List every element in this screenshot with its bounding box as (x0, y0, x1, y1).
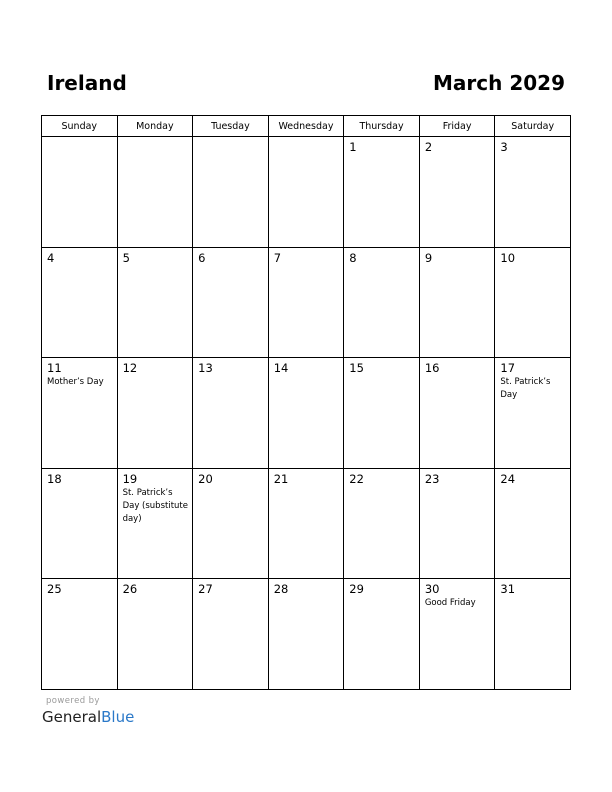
day-number: 1 (349, 140, 357, 154)
week-row (42, 137, 571, 248)
day-cell[interactable] (495, 358, 571, 469)
day-cell[interactable] (117, 358, 193, 469)
day-cell[interactable] (419, 579, 495, 690)
day-cell[interactable] (42, 358, 118, 469)
country-title: Ireland (47, 71, 127, 95)
day-cell[interactable] (42, 468, 118, 579)
weekday-header: Sunday (42, 116, 118, 137)
day-number: 9 (424, 250, 433, 265)
day-number: 12 (122, 361, 138, 376)
day-number: 29 (349, 582, 364, 597)
footer-branding (42, 696, 134, 727)
day-number: 19 (122, 471, 138, 486)
day-cell[interactable] (344, 358, 420, 469)
day-number: 5 (122, 250, 130, 265)
day-number: 24 (500, 471, 516, 486)
day-number: 20 (198, 471, 213, 486)
holiday-label: St. Patrick’s Day (substitute day) (122, 487, 188, 524)
day-number: 21 (273, 471, 289, 486)
weekday-header: Thursday (344, 116, 420, 137)
day-cell[interactable] (117, 247, 193, 358)
day-cell[interactable] (42, 247, 118, 358)
day-cell[interactable] (344, 137, 420, 248)
day-number: 30 (424, 582, 440, 597)
day-number: 25 (47, 582, 62, 597)
day-cell (42, 137, 118, 248)
week-row (42, 579, 571, 690)
weekday-header: Tuesday (193, 116, 269, 137)
day-cell[interactable] (193, 579, 269, 690)
weekday-header: Monday (117, 116, 193, 137)
brand-name-general: General (42, 708, 102, 726)
day-cell[interactable] (42, 579, 118, 690)
day-cell[interactable] (268, 358, 344, 469)
day-number: 7 (273, 250, 282, 265)
day-cell[interactable] (344, 247, 420, 358)
day-number: 31 (500, 582, 516, 597)
day-number: 27 (198, 582, 213, 597)
holiday-label: Mother’s Day (47, 377, 104, 388)
day-number: 16 (424, 361, 440, 376)
day-cell[interactable] (495, 468, 571, 579)
weekday-header-row (42, 116, 571, 137)
month-title: March 2029 (433, 71, 565, 95)
day-number: 17 (500, 361, 516, 376)
week-row (42, 358, 571, 469)
day-cell[interactable] (193, 247, 269, 358)
weekday-header: Wednesday (268, 116, 344, 137)
day-number: 18 (47, 471, 62, 486)
day-cell[interactable] (344, 468, 420, 579)
day-cell[interactable] (193, 468, 269, 579)
day-number: 13 (198, 361, 213, 376)
day-number: 2 (424, 140, 433, 154)
brand-name-blue: Blue (101, 708, 135, 726)
day-cell[interactable] (419, 358, 495, 469)
day-cell[interactable] (495, 137, 571, 248)
day-cell[interactable] (495, 579, 571, 690)
day-cell (193, 137, 269, 248)
holiday-label: St. Patrick’s Day (500, 377, 551, 401)
day-number: 22 (349, 471, 364, 486)
day-number: 14 (273, 361, 289, 376)
brand-logo[interactable] (42, 707, 134, 727)
day-cell[interactable] (268, 579, 344, 690)
day-number: 3 (500, 140, 508, 154)
day-number: 8 (349, 250, 357, 265)
day-number: 4 (47, 250, 55, 265)
weekday-header: Friday (419, 116, 495, 137)
day-number: 28 (273, 582, 289, 597)
day-cell[interactable] (419, 468, 495, 579)
day-cell[interactable] (268, 468, 344, 579)
weekday-header: Saturday (495, 116, 571, 137)
day-cell[interactable] (419, 247, 495, 358)
week-row (42, 247, 571, 358)
day-cell[interactable] (193, 358, 269, 469)
day-cell[interactable] (117, 579, 193, 690)
week-row (42, 468, 571, 579)
day-cell[interactable] (344, 579, 420, 690)
powered-by-text: powered by (46, 696, 100, 706)
day-number: 10 (500, 250, 516, 265)
day-number: 15 (349, 361, 364, 376)
day-number: 6 (198, 250, 206, 265)
day-cell[interactable] (117, 468, 193, 579)
day-cell (117, 137, 193, 248)
day-number: 26 (122, 582, 138, 597)
day-cell[interactable] (495, 247, 571, 358)
calendar-grid (41, 115, 571, 690)
day-cell (268, 137, 344, 248)
day-cell[interactable] (268, 247, 344, 358)
holiday-label: Good Friday (424, 598, 476, 609)
day-cell[interactable] (419, 137, 495, 248)
day-number: 11 (47, 361, 62, 376)
day-number: 23 (424, 471, 440, 486)
